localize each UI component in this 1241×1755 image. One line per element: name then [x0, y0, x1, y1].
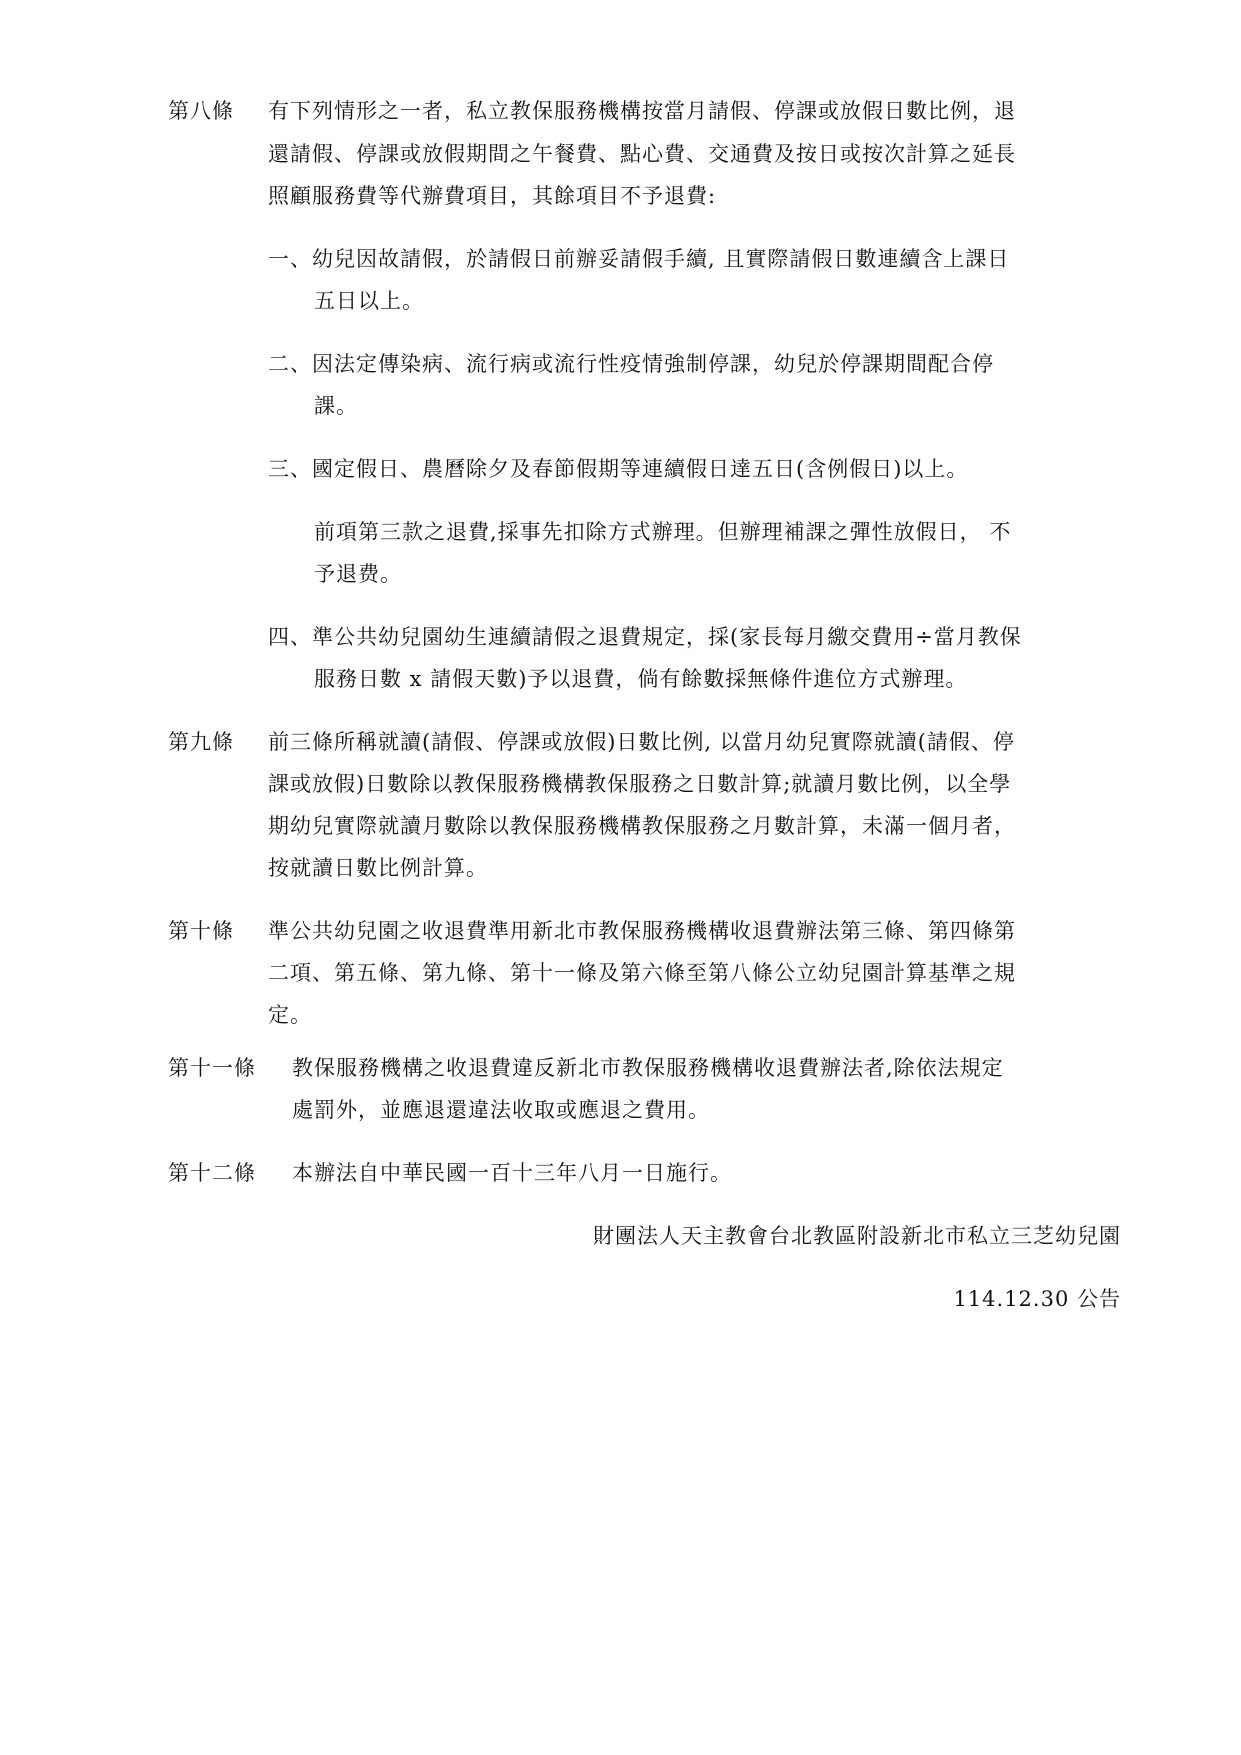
article-8-note-line-2: 予退费。 [314, 562, 402, 586]
article-10-line-3: 定。 [268, 1003, 312, 1027]
article-8-line-2: 還請假、停課或放假期間之午餐費、點心費、交通費及按日或按次計算之延長 [268, 142, 1016, 166]
article-8-label: 第八條 [168, 99, 234, 123]
issuing-organization: 財團法人天主教會台北教區附設新北市私立三芝幼兒園 [593, 1224, 1121, 1248]
article-8-item-2-line-2: 課。 [314, 394, 358, 418]
article-8-line-1: 有下列情形之一者，私立教保服務機構按當月請假、停課或放假日數比例，退 [268, 99, 1016, 123]
article-8-item-1-line-2: 五日以上。 [314, 289, 424, 313]
article-9-line-3: 期幼兒實際就讀月數除以教保服務機構教保服務之月數計算，未滿一個月者， [268, 814, 1016, 838]
article-8-line-3: 照顧服務費等代辦費項目，其餘項目不予退費: [268, 184, 717, 208]
article-8-item-4-line-1: 四、準公共幼兒園幼生連續請假之退費規定，採(家長每月繳交費用÷當月教保 [268, 625, 1022, 649]
article-9-label: 第九條 [168, 730, 234, 754]
article-9-line-4: 按就讀日數比例計算。 [268, 856, 488, 880]
article-8-item-1-line-1: 一、幼兒因故請假，於請假日前辦妥請假手續, 且實際請假日數連續含上課日 [268, 247, 1010, 271]
article-8-item-2-line-1: 二、因法定傳染病、流行病或流行性疫情強制停課，幼兒於停課期間配合停 [268, 352, 994, 376]
article-8-note-line-1: 前項第三款之退費,採事先扣除方式辦理。但辦理補課之彈性放假日， 不 [314, 520, 1012, 544]
article-9-line-2: 課或放假)日數除以教保服務機構教保服務之日數計算;就讀月數比例，以全學 [268, 772, 1012, 796]
article-12-line-1: 本辦法自中華民國一百十三年八月一日施行。 [292, 1161, 732, 1185]
article-11-label: 第十一條 [168, 1056, 256, 1080]
article-8-item-3-line-1: 三、國定假日、農曆除夕及春節假期等連續假日達五日(含例假日)以上。 [268, 457, 969, 481]
article-10-line-1: 準公共幼兒園之收退費準用新北市教保服務機構收退費辦法第三條、第四條第 [268, 919, 1016, 943]
article-11-line-1: 教保服務機構之收退費違反新北市教保服務機構收退費辦法者,除依法規定 [292, 1056, 1004, 1080]
article-12-label: 第十二條 [168, 1161, 256, 1185]
article-10-label: 第十條 [168, 919, 234, 943]
article-11-line-2: 處罰外，並應退還違法收取或應退之費用。 [292, 1098, 710, 1122]
article-9-line-1: 前三條所稱就讀(請假、停課或放假)日數比例, 以當月幼兒實際就讀(請假、停 [268, 730, 1015, 754]
announcement-date: 114.12.30 公告 [953, 1287, 1121, 1311]
article-8-item-4-line-2: 服務日數 x 請假天數)予以退費，倘有餘數採無條件進位方式辦理。 [314, 667, 968, 691]
article-10-line-2: 二項、第五條、第九條、第十一條及第六條至第八條公立幼兒園計算基準之規 [268, 961, 1016, 985]
